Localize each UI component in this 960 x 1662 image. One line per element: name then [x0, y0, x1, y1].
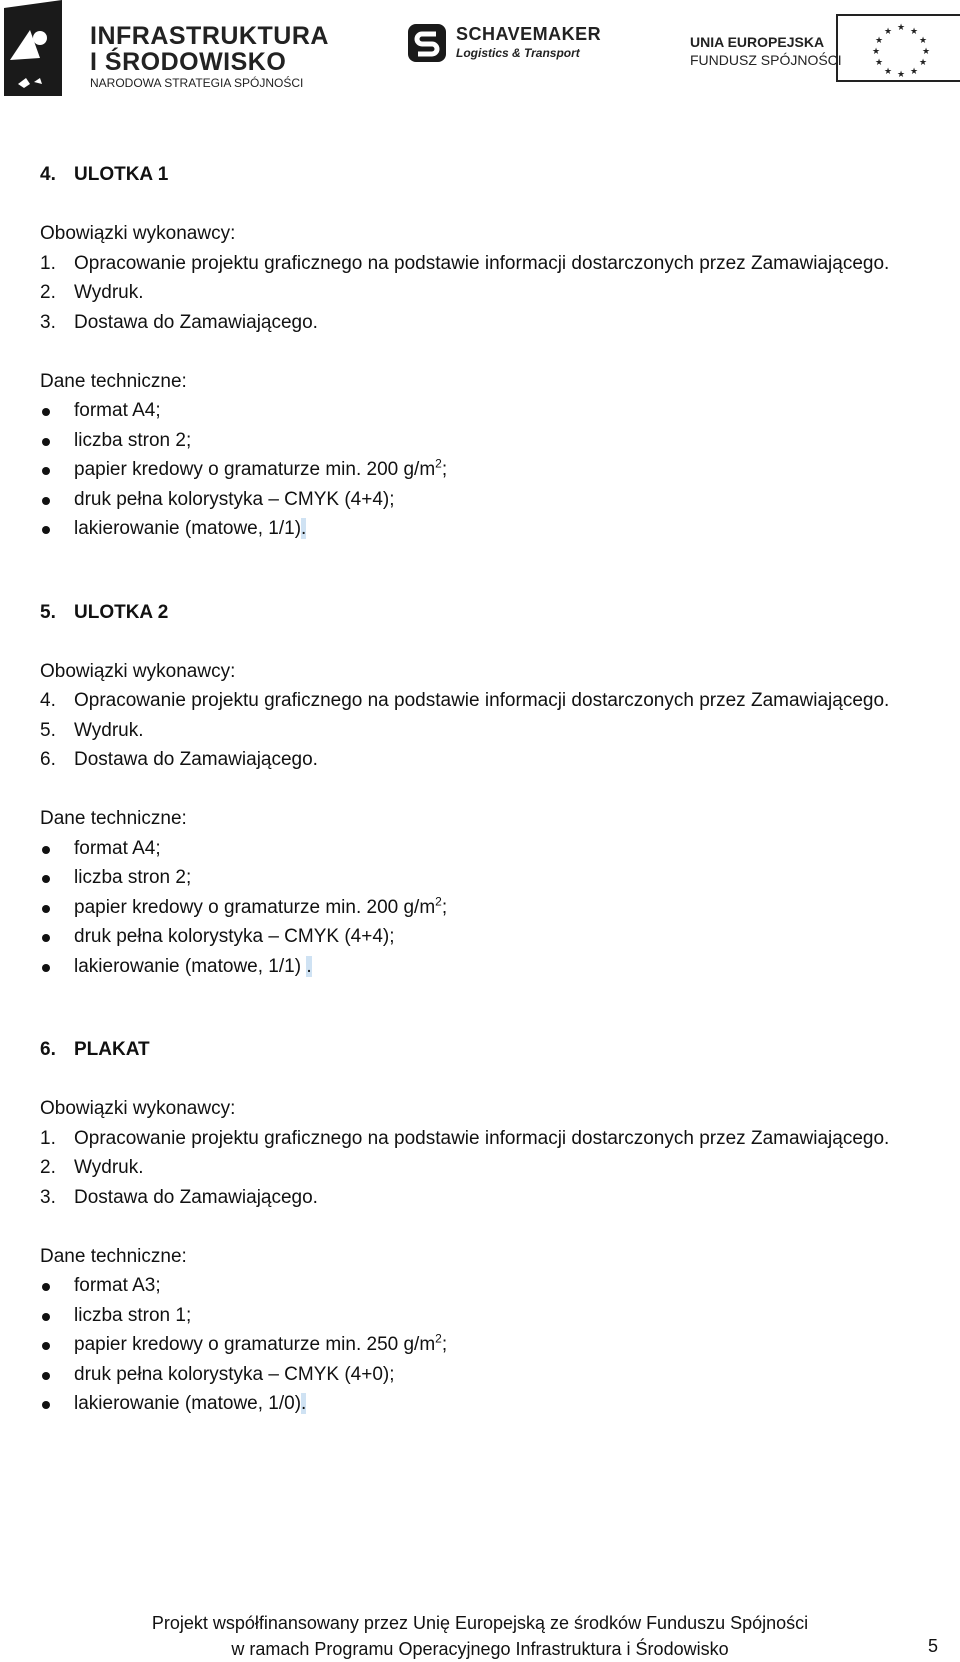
list-item: 2. Wydruk.	[40, 282, 144, 303]
tech-label: Dane techniczne:	[40, 1245, 187, 1267]
list-item: 5. Wydruk.	[40, 719, 144, 741]
logo-right-line1: UNIA EUROPEJSKA	[690, 34, 825, 50]
svg-text:★: ★	[874, 58, 884, 68]
section-title: 5. ULOTKA 2	[40, 601, 169, 623]
duties-label: Obowiązki wykonawcy:	[40, 1098, 236, 1119]
logo-left-line3: NARODOWA STRATEGIA SPÓJNOŚCI	[90, 76, 304, 90]
svg-text:★: ★	[896, 23, 906, 33]
list-item: 1. Opracowanie projektu graficznego na podstawie informacji dostarczonych przez Zamawiającego.	[40, 1127, 890, 1149]
list-item: liczba stron 1;	[40, 1301, 940, 1331]
list-item: format A4;	[40, 396, 940, 426]
tech-list	[40, 834, 940, 982]
list-item: druk pełna kolorystyka – CMYK (4+0);	[40, 1360, 940, 1390]
list-item: 1. Opracowanie projektu graficznego na podstawie informacji dostarczonych przez Zamawiającego.	[40, 252, 890, 274]
tech-list	[40, 396, 940, 544]
schavemaker-s-icon	[408, 24, 446, 62]
page-number: 5	[927, 1636, 938, 1656]
list-item: papier kredowy o gramaturze min. 250 $g/m^2$;	[40, 1330, 940, 1360]
svg-text:★: ★	[896, 70, 906, 80]
eu-flag-icon	[836, 14, 960, 82]
section-title: 6. PLAKAT	[40, 1039, 150, 1060]
tech-label: Dane techniczne:	[40, 808, 187, 829]
page-header	[0, 0, 960, 100]
duties-list	[40, 1124, 940, 1213]
logo-center-line2: Logistics & Transport	[456, 46, 580, 60]
list-item: 3. Dostawa do Zamawiającego.	[40, 311, 318, 333]
logo-infrastruktura	[0, 0, 329, 100]
list-item: 4. Opracowanie projektu graficznego na podstawie informacji dostarczonych przez Zamawiającego.	[40, 690, 890, 711]
list-item: lakierowanie (matowe, 1/0).	[40, 1389, 940, 1419]
list-item: 2. Wydruk.	[40, 1157, 144, 1178]
svg-text:★: ★	[871, 47, 881, 57]
svg-text:★: ★	[918, 58, 928, 68]
logo-right-line2: FUNDUSZ SPÓJNOŚCI	[690, 52, 842, 68]
svg-text:★: ★	[874, 36, 884, 46]
list-item: liczba stron 2;	[40, 863, 940, 893]
star-emblem-icon	[0, 0, 90, 100]
page-footer	[0, 1610, 960, 1662]
list-item: lakierowanie (matowe, 1/1).	[40, 514, 940, 544]
list-item: format A3;	[40, 1271, 940, 1301]
tech-list	[40, 1271, 940, 1419]
svg-text:★: ★	[883, 67, 893, 77]
list-item: lakierowanie (matowe, 1/1) .	[40, 952, 940, 982]
list-item: format A4;	[40, 834, 940, 864]
footer-line1: Projekt współfinansowany przez Unię Europejską ze środków Funduszu Spójności	[151, 1613, 809, 1633]
list-item: druk pełna kolorystyka – CMYK (4+4);	[40, 922, 940, 952]
svg-text:★: ★	[883, 27, 893, 37]
svg-text:★: ★	[909, 27, 919, 37]
list-item: papier kredowy o gramaturze min. 200 $g/m^2$;	[40, 893, 940, 923]
tech-label: Dane techniczne:	[40, 370, 187, 392]
svg-text:★: ★	[918, 36, 928, 46]
logo-left-line1: INFRASTRUKTURA	[90, 22, 329, 50]
duties-list	[40, 686, 940, 775]
list-item: liczba stron 2;	[40, 426, 940, 456]
list-item: druk pełna kolorystyka – CMYK (4+4);	[40, 485, 940, 515]
logo-schavemaker	[408, 22, 628, 72]
document-body	[40, 160, 940, 1419]
section-title: 4. ULOTKA 1	[40, 164, 169, 185]
list-item: 6. Dostawa do Zamawiającego.	[40, 749, 318, 770]
list-item: 3. Dostawa do Zamawiającego.	[40, 1186, 318, 1208]
logo-unia-europejska	[690, 34, 842, 68]
duties-label: Obowiązki wykonawcy:	[40, 660, 236, 682]
logo-left-line2: I ŚRODOWISKO	[90, 48, 287, 76]
duties-label: Obowiązki wykonawcy:	[40, 223, 236, 244]
duties-list	[40, 249, 940, 338]
list-item: papier kredowy o gramaturze min. 200 $g/m^2$;	[40, 455, 940, 485]
svg-text:★: ★	[909, 67, 919, 77]
svg-text:★: ★	[921, 47, 931, 57]
footer-line2: w ramach Programu Operacyjnego Infrastruktura i Środowisko	[231, 1639, 729, 1659]
logo-center-line1: SCHAVEMAKER	[456, 24, 602, 44]
